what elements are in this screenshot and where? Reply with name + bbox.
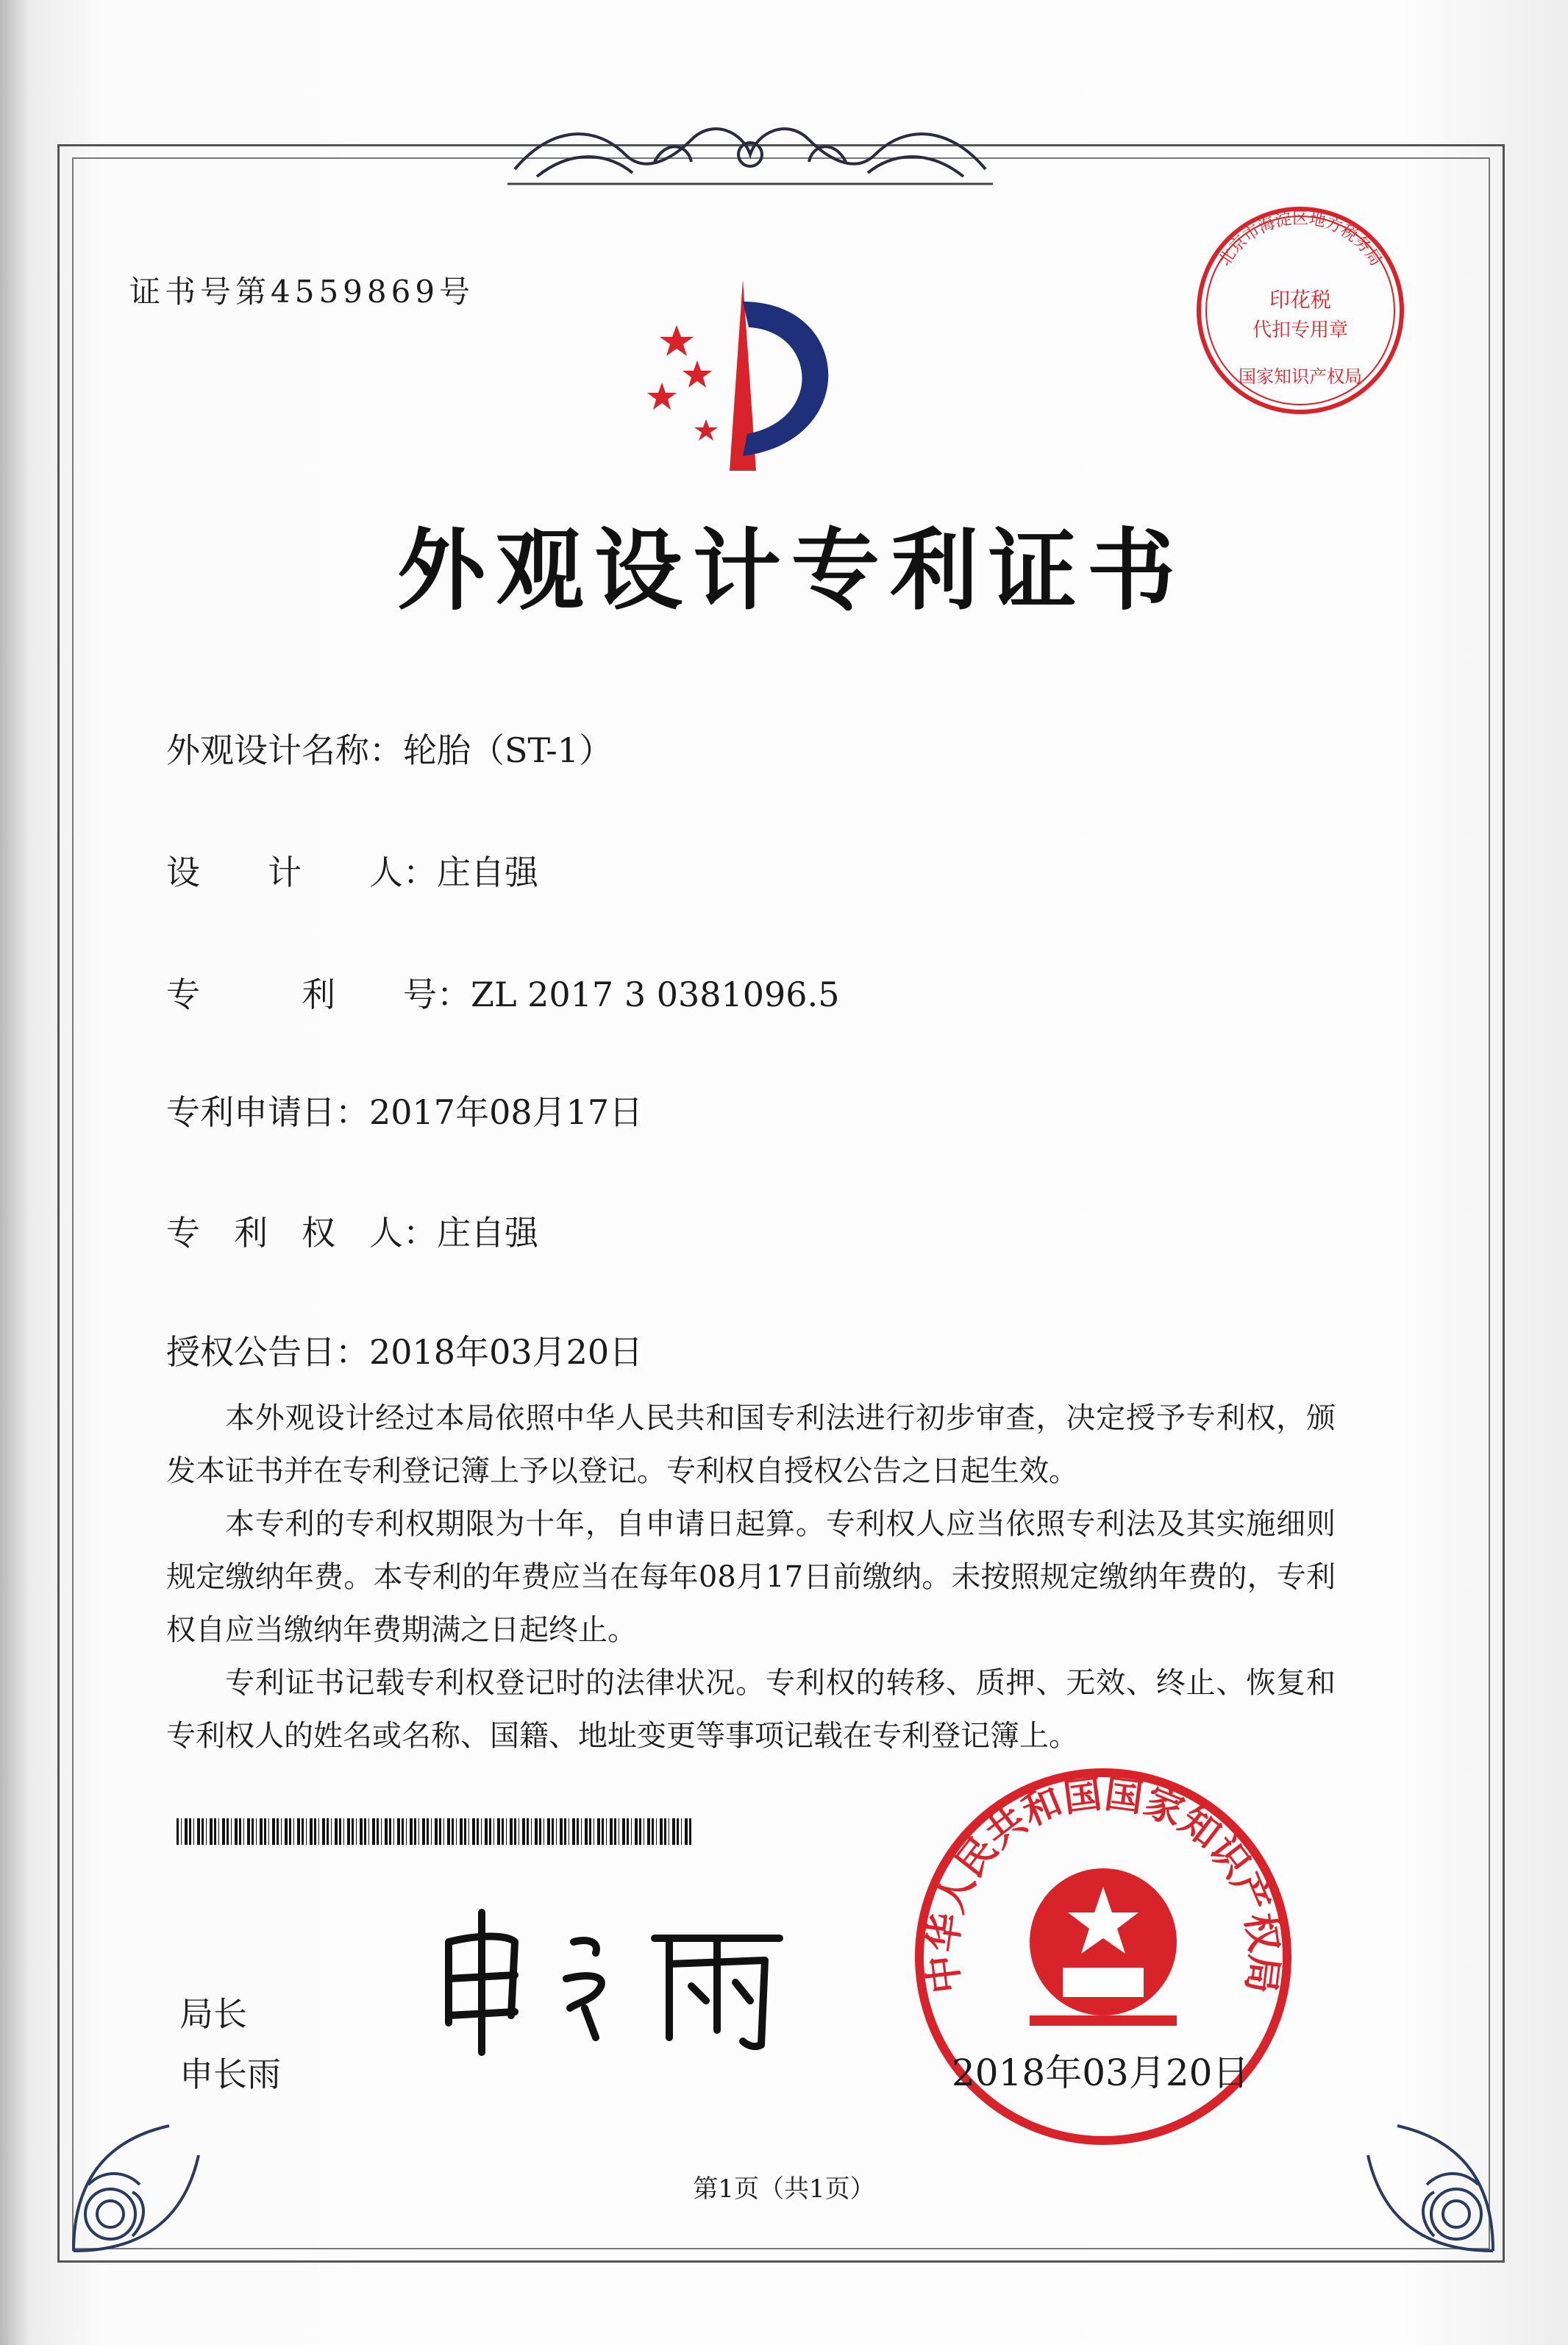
field-grant-date: [166, 1325, 643, 1374]
field-value: 庄自强: [437, 1213, 538, 1253]
seal-text: 中华人民共和国国家知识产权局: [919, 1771, 1287, 1996]
certificate-body: [166, 1392, 1336, 1762]
tax-stamp-inner-text-2: 代扣专用章: [1252, 319, 1349, 341]
field-label: 专利申请日：: [166, 1092, 369, 1132]
field-value: 2017年08月17日: [369, 1092, 644, 1132]
field-label: 设 计 人：: [166, 853, 437, 892]
field-application-date: [166, 1086, 643, 1134]
tax-stamp-inner-text-1: 印花税: [1269, 288, 1332, 312]
body-paragraph: 本专利的专利权期限为十年，自申请日起算。专利权人应当依照专利法及其实施细则规定缴纳年费。本专利的年费应当在每年08月17日前缴纳。未按照规定缴纳年费的，专利权自应当缴纳年费期满之日起终止。: [166, 1507, 1336, 1647]
body-paragraph: 专利证书记载专利权登记时的法律状况。专利权的转移、质押、无效、终止、恢复和专利权人的姓名或名称、国籍、地址变更等事项记载在专利登记簿上。: [166, 1666, 1336, 1753]
handwritten-signature: [427, 1898, 794, 2060]
svg-text:北京市海淀区地方税务局: [1216, 210, 1385, 269]
certificate-number: 证书号第4559869号: [129, 274, 475, 310]
field-label: 专 利 权 人：: [166, 1213, 437, 1253]
signatory-name: 申长雨: [179, 2054, 281, 2094]
field-label: 专 利 号：: [166, 975, 471, 1014]
barcode: [177, 1818, 691, 1845]
certificate-title: 外观设计专利证书: [397, 519, 1186, 622]
field-label: 外观设计名称：: [166, 730, 403, 770]
top-ornament: [507, 110, 993, 191]
patent-office-logo: [632, 272, 868, 478]
tax-stamp: [1190, 200, 1411, 421]
field-value: 庄自强: [437, 853, 538, 892]
body-paragraph: 本外观设计经过本局依照中华人民共和国专利法进行初步审查，决定授予专利权，颁发本证书并在专利登记簿上予以登记。专利权自授权公告之日起生效。: [166, 1401, 1336, 1488]
signatory-role: 局长: [179, 1994, 247, 2034]
field-design-name: [166, 724, 613, 772]
page-footer: 第1页（共1页）: [693, 2174, 875, 2204]
field-label: 授权公告日：: [166, 1332, 369, 1372]
field-patentee: [166, 1206, 538, 1255]
tax-stamp-outer-text: 北京市海淀区地方税务局: [1215, 209, 1386, 270]
field-value: 轮胎（ST-1）: [403, 730, 613, 770]
field-value: 2018年03月20日: [369, 1332, 644, 1372]
field-designer: [166, 846, 538, 894]
field-value: ZL 2017 3 0381096.5: [471, 975, 840, 1014]
seal-date: 2018年03月20日: [952, 2052, 1250, 2094]
tax-stamp-bottom-text: 国家知识产权局: [1239, 366, 1362, 387]
field-patent-number: [166, 968, 839, 1017]
